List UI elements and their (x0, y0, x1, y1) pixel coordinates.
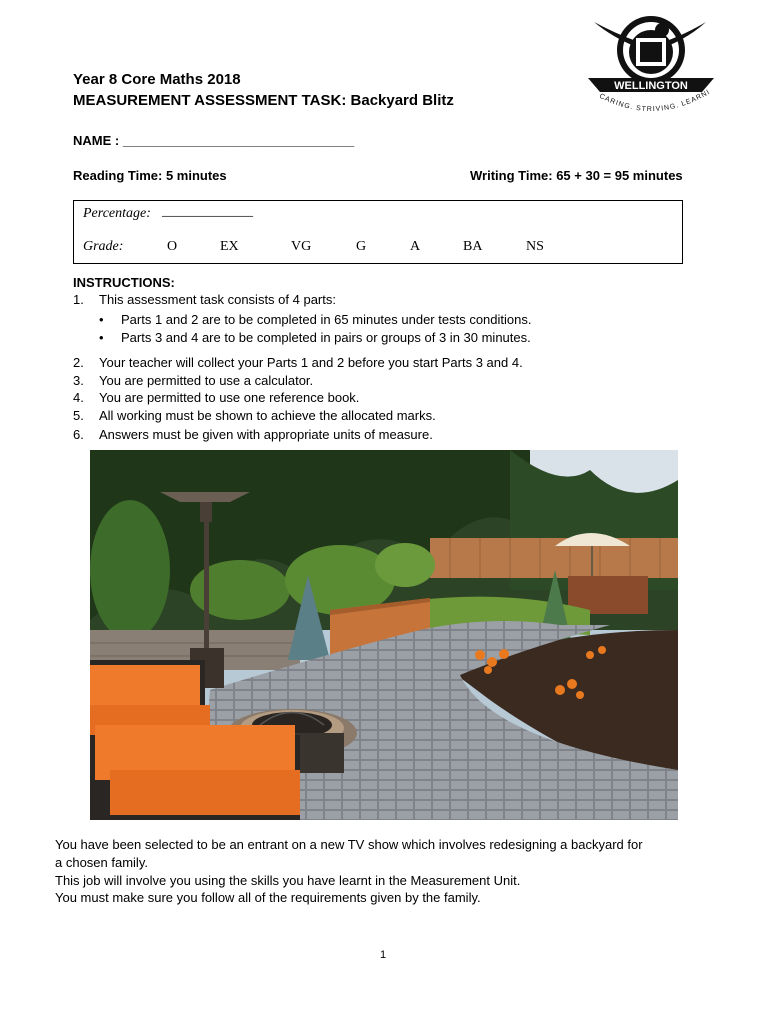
page-number: 1 (380, 949, 387, 961)
item-number: 3. (73, 373, 84, 388)
item-number: 6. (73, 427, 84, 442)
name-field[interactable]: NAME : ________________________________ (73, 133, 355, 148)
subitem-text: Parts 3 and 4 are to be completed in pairs or groups of 3 in 30 minutes. (121, 330, 531, 345)
instruction-item (73, 389, 359, 407)
grade-box (73, 200, 683, 264)
logo-motto: CARING. STRIVING. LEARNI (598, 88, 712, 114)
percentage-label: Percentage: (83, 206, 151, 221)
item-number: 2. (73, 355, 84, 370)
task-title: MEASUREMENT ASSESSMENT TASK: Backyard Blitz (73, 92, 454, 109)
writing-time: Writing Time: 65 + 30 = 95 minutes (470, 168, 683, 183)
intro-paragraph-cont: a chosen family. (55, 855, 148, 870)
skills-paragraph: This job will involve you using the skills you have learnt in the Measurement Unit. (55, 873, 521, 888)
instruction-item (73, 372, 313, 390)
grade-option: O (167, 239, 178, 254)
school-logo (584, 8, 718, 118)
instruction-item (73, 291, 336, 309)
intro-paragraph: You have been selected to be an entrant on a new TV show which involves redesigning a backyard for (55, 837, 643, 852)
instruction-item (73, 407, 436, 425)
instruction-subitem (99, 311, 531, 329)
item-number: 1. (73, 292, 84, 307)
item-text: This assessment task consists of 4 parts: (99, 292, 336, 307)
grade-option: A (410, 239, 421, 254)
grade-option: BA (463, 239, 483, 254)
grade-option: EX (220, 239, 239, 254)
logo-wordmark: WELLINGTON (614, 80, 688, 92)
document-title: Year 8 Core Maths 2018 (73, 71, 241, 88)
instruction-subitem (99, 329, 531, 347)
item-text: You are permitted to use a calculator. (99, 373, 314, 388)
grade-label: Grade: (83, 239, 124, 254)
grade-option: NS (526, 239, 544, 254)
bullet-icon: • (99, 330, 104, 345)
backyard-photo (90, 450, 678, 820)
item-text: You are permitted to use one reference book. (99, 390, 360, 405)
item-text: All working must be shown to achieve the allocated marks. (99, 408, 436, 423)
instructions-heading: INSTRUCTIONS: (73, 275, 175, 290)
requirements-paragraph: You must make sure you follow all of the requirements given by the family. (55, 890, 481, 905)
item-number: 5. (73, 408, 84, 423)
item-text: Answers must be given with appropriate units of measure. (99, 427, 433, 442)
item-text: Your teacher will collect your Parts 1 and 2 before you start Parts 3 and 4. (99, 355, 523, 370)
percentage-blank[interactable]: _____________ (162, 204, 253, 219)
reading-time: Reading Time: 5 minutes (73, 168, 227, 183)
instruction-item (73, 354, 523, 372)
item-number: 4. (73, 390, 84, 405)
subitem-text: Parts 1 and 2 are to be completed in 65 minutes under tests conditions. (121, 312, 532, 327)
instruction-item (73, 426, 433, 444)
grade-option: VG (291, 239, 312, 254)
grade-option: G (356, 239, 367, 254)
bullet-icon: • (99, 312, 104, 327)
